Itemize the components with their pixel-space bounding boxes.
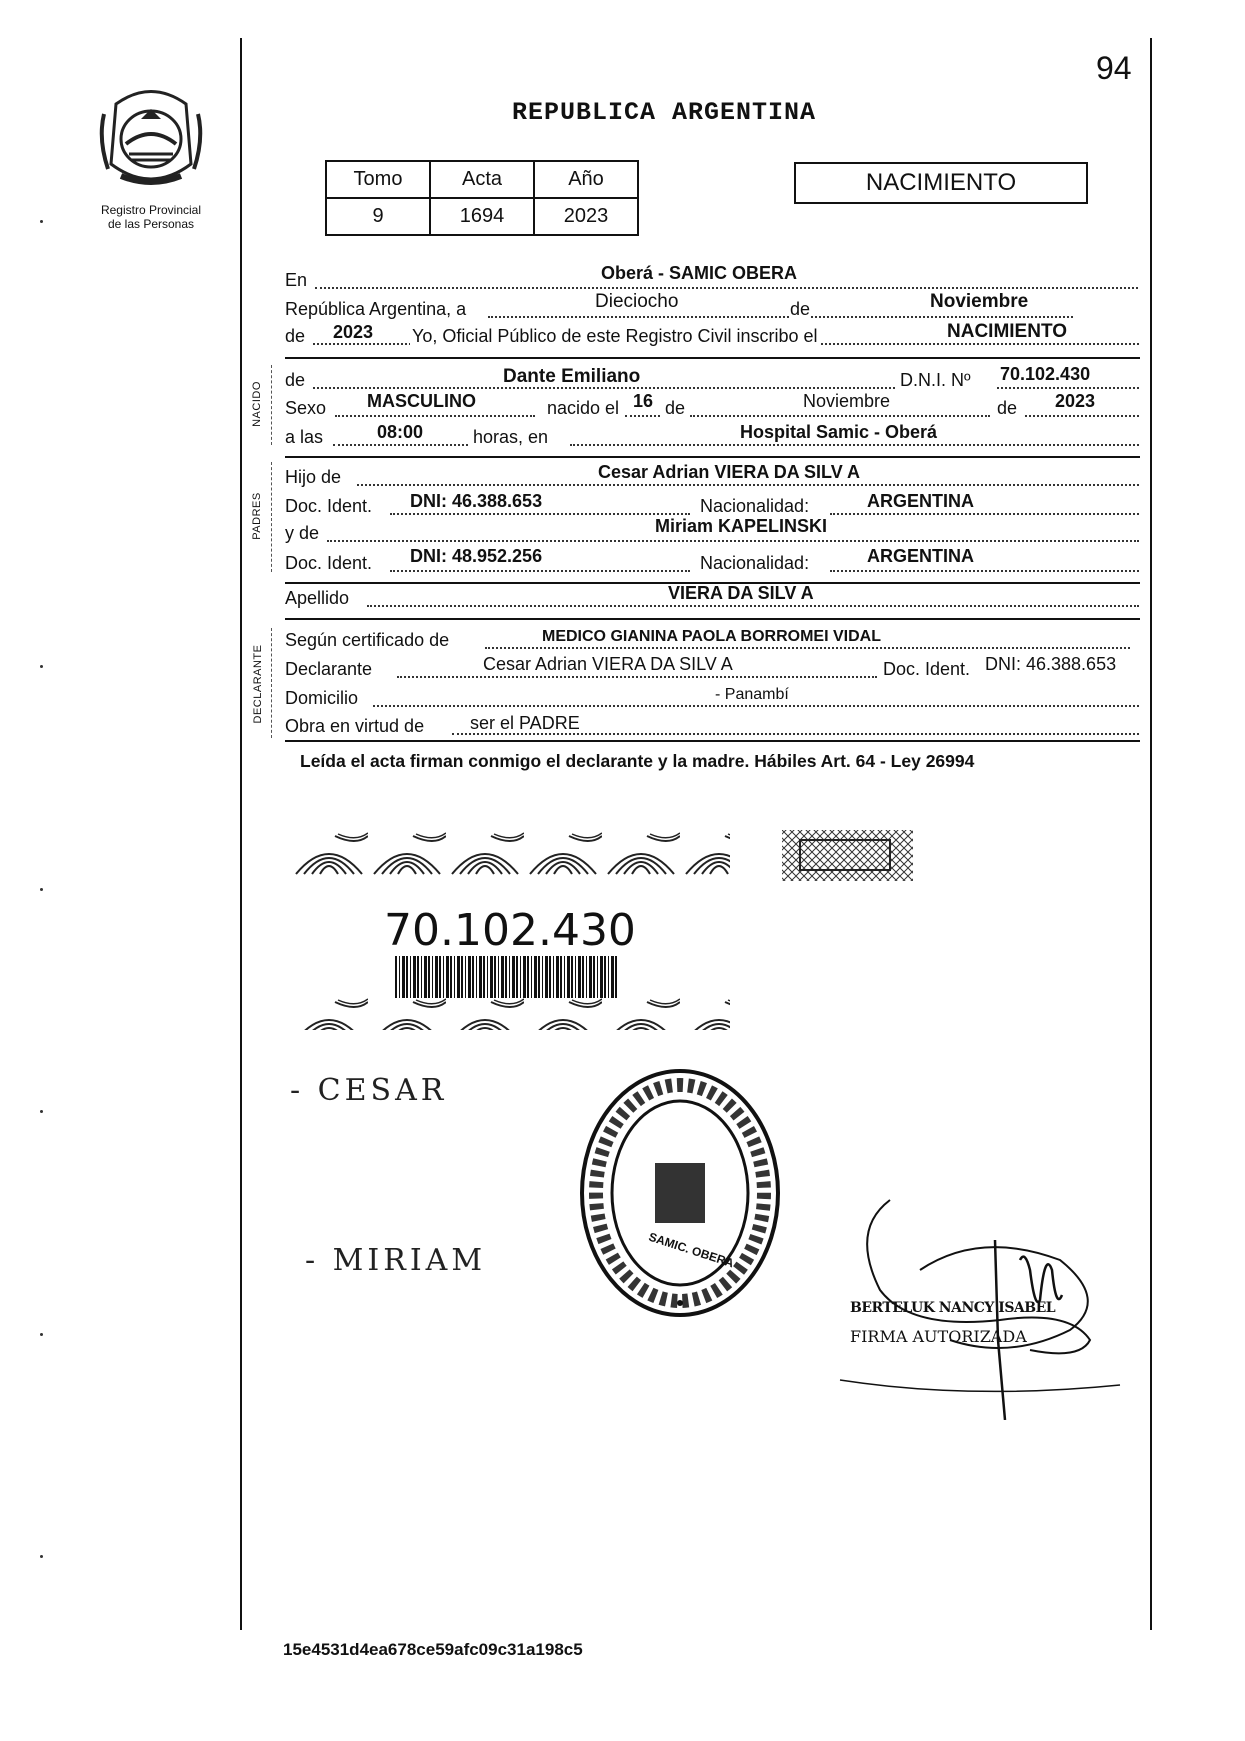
margin-dot [40,665,43,668]
section-separator [285,618,1140,620]
security-hologram [780,828,915,883]
emblem-seal-icon [96,84,206,192]
dotted-line [997,387,1139,389]
section-padres: PADRES [251,492,263,540]
name-value: Dante Emiliano [503,366,641,387]
table-header: Tomo [326,161,430,198]
year-value: 2023 [333,322,374,342]
seal-center-text: SAMIC. OBERA [647,1229,736,1271]
declarante-doc: DNI: 46.388.653 [985,654,1117,674]
form-row-declarante [285,654,1140,681]
form-row-nombre [285,364,1140,392]
hijo-label: Hijo de [285,467,342,487]
doc-ident-label-2: Doc. Ident. [285,553,373,573]
domicilio-label: Domicilio [285,688,359,708]
authorized-name: BERTELUK NANCY ISABEL [850,1300,1056,1316]
section-declarante: DECLARANTE [252,644,264,724]
yo-text: Yo, Oficial Público de este Registro Civil inscribo el [412,326,818,346]
day-words: Dieciocho [595,291,679,312]
birth-day: 16 [633,391,654,411]
form-row-padre-doc [285,491,1140,518]
birth-time: 08:00 [377,422,424,442]
right-margin-line [1150,38,1152,1630]
section-separator [285,357,1140,359]
record-type-box [794,162,1088,204]
form-row-padre [285,462,1140,489]
dotted-line [397,676,877,678]
declarante-label: Declarante [285,659,373,679]
dotted-line [390,570,690,572]
mother-doc: DNI: 48.952.256 [410,546,543,566]
dotted-line [390,513,690,515]
barcode [395,956,617,998]
section-bar [271,462,273,572]
fingerprint-pattern-icon [290,998,730,1030]
dotted-line [485,647,1130,649]
republica-label: República Argentina, a [285,299,467,319]
form-row-fecha [285,291,1140,321]
horas-label: horas, en [473,427,549,447]
margin-dot [40,888,43,891]
de4-label: de [997,398,1018,418]
obra-label: Obra en virtud de [285,716,425,736]
page-title: REPUBLICA ARGENTINA [512,98,817,127]
mother-handwritten-signature: - MIRIAM [305,1243,487,1278]
margin-dot [40,220,43,223]
form-row-inscribe [285,321,1140,348]
certificado-label: Según certificado de [285,630,450,650]
apellido-label: Apellido [285,588,350,608]
de-label: de [790,299,811,319]
birth-place: Hospital Samic - Oberá [740,422,938,442]
obra-value: ser el PADRE [470,713,580,733]
dni-value: 70.102.430 [1000,364,1091,384]
father-handwritten-signature: - CESAR [290,1073,448,1108]
margin-dot [40,1555,43,1558]
dotted-line [327,540,1139,542]
official-seal [575,1063,785,1323]
left-margin-line [240,38,242,1630]
table-cell: 2023 [534,198,638,235]
closing-text: Leída el acta firman conmigo el declarante y la madre. Hábiles Art. 64 - Ley 26994 [300,751,975,771]
page-number: 94 [1096,50,1132,86]
domicilio-value: - Panambí [715,686,789,703]
nacionalidad-label-2: Nacionalidad: [700,553,810,573]
section-nacido: NACIDO [251,381,263,427]
emblem-caption-1: Registro Provincial [100,203,202,217]
dotted-line [367,605,1139,607]
footprint-bottom-strip [290,998,730,1030]
dotted-line [830,513,1139,515]
declarante-doc-label: Doc. Ident. [883,659,971,679]
margin-dot [40,1110,43,1113]
dotted-line [830,570,1139,572]
dotted-line [570,444,1139,446]
dotted-line [333,444,468,446]
dni-label: D.N.I. Nº [900,370,971,390]
declarante-value: Cesar Adrian VIERA DA SILV A [483,654,733,674]
mother-nationality: ARGENTINA [867,546,974,566]
dotted-line [373,705,1139,707]
nacido-el-label: nacido el [547,398,620,418]
form-row-certificado [285,630,1140,652]
form-row-apellido [285,583,1140,610]
fingerprint-pattern-icon [290,832,730,876]
emblem-caption-2: de las Personas [107,217,195,231]
section-bar [271,628,273,738]
dotted-line [1025,415,1139,417]
father-nationality: ARGENTINA [867,491,974,511]
section-separator [285,740,1140,742]
form-row-domicilio [285,688,1140,710]
table-cell: 9 [326,198,430,235]
province-emblem [96,84,206,192]
form-row-madre [285,516,1140,545]
name-label: de [285,370,306,390]
en-value: Oberá - SAMIC OBERA [601,263,798,283]
father-name: Cesar Adrian VIERA DA SILV A [598,462,861,482]
registry-table [325,160,639,236]
certificado-value: MEDICO GIANINA PAOLA BORROMEI VIDAL [542,628,881,645]
document-hash: 15e4531d4ea678ce59afc09c31a198c5 [283,1640,583,1659]
de3-label: de [665,398,686,418]
dotted-line [690,415,990,417]
margin-dot [40,1333,43,1336]
official-seal-icon [575,1063,785,1323]
form-row-obra [285,713,1140,738]
table-cell: 1694 [430,198,534,235]
dotted-line [357,484,1139,486]
hologram-pattern-icon [780,828,915,883]
sexo-value: MASCULINO [367,391,476,411]
month-value: Noviembre [930,291,1029,312]
birth-year: 2023 [1055,391,1096,411]
dotted-line [335,415,535,417]
table-header: Acta [430,161,534,198]
mother-name: Miriam KAPELINSKI [655,516,828,536]
table-header: Año [534,161,638,198]
y-de-label: y de [285,523,320,543]
form-row-sexo [285,391,1140,420]
birth-month: Noviembre [803,391,891,411]
apellido-value: VIERA DA SILV A [668,583,814,603]
dotted-line [625,415,660,417]
footprint-number: 70.102.430 [384,905,636,956]
dotted-line [488,316,1073,318]
nacionalidad-label: Nacionalidad: [700,496,810,516]
section-bar [271,365,273,445]
authorized-caption: FIRMA AUTORIZADA [850,1327,1027,1346]
form-row-hora [285,422,1140,449]
dotted-line [315,287,1138,289]
form-row-en [285,263,1140,292]
section-separator [285,456,1140,458]
father-doc: DNI: 46.388.653 [410,491,543,511]
doc-ident-label: Doc. Ident. [285,496,373,516]
en-label: En [285,270,308,290]
de2-label: de [285,326,306,346]
sexo-label: Sexo [285,398,327,418]
a-las-label: a las [285,427,324,447]
record-type: NACIMIENTO [865,169,1017,196]
footprint-top-strip [290,832,730,876]
inscribe-value: NACIMIENTO [947,321,1067,342]
form-row-madre-doc [285,546,1140,575]
